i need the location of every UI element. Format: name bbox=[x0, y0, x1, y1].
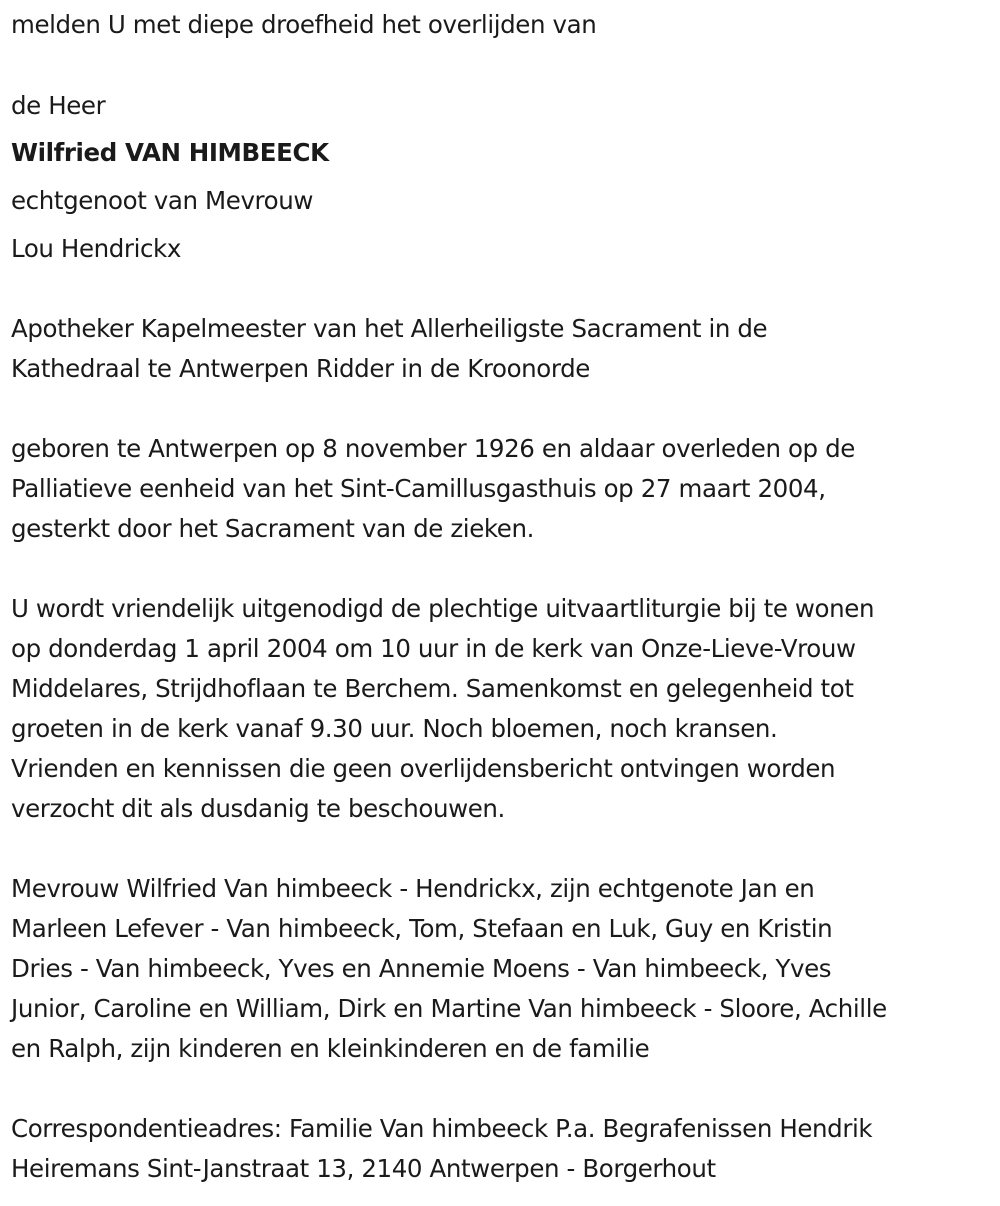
family-line: Dries - Van himbeeck, Yves en Annemie Moens - Van himbeeck, Yves bbox=[11, 954, 832, 983]
spouse-line: echtgenoot van Mevrouw bbox=[11, 186, 314, 215]
funeral-line: op donderdag 1 april 2004 om 10 uur in de kerk van Onze-Lieve-Vrouw bbox=[11, 634, 856, 663]
family-line: Junior, Caroline en William, Dirk en Martine Van himbeeck - Sloore, Achille bbox=[11, 994, 887, 1023]
family-line: Marleen Lefever - Van himbeeck, Tom, Stefaan en Luk, Guy en Kristin bbox=[11, 914, 833, 943]
funeral-line: Middelares, Strijdhoflaan te Berchem. Samenkomst en gelegenheid tot bbox=[11, 674, 854, 703]
correspondence-line: Heiremans Sint-Janstraat 13, 2140 Antwerpen - Borgerhout bbox=[11, 1154, 716, 1183]
occupation-line: Apotheker Kapelmeester van het Allerheiligste Sacrament in de bbox=[11, 314, 768, 343]
birth-death-line: gesterkt door het Sacrament van de zieken. bbox=[11, 514, 534, 543]
funeral-line: Vrienden en kennissen die geen overlijdensbericht ontvingen worden bbox=[11, 754, 836, 783]
correspondence-line: Correspondentieadres: Familie Van himbeeck P.a. Begrafenissen Hendrik bbox=[11, 1114, 873, 1143]
funeral-line: verzocht dit als dusdanig te beschouwen. bbox=[11, 794, 505, 823]
occupation-line: Kathedraal te Antwerpen Ridder in de Kroonorde bbox=[11, 354, 590, 383]
funeral-line: U wordt vriendelijk uitgenodigd de plechtige uitvaartliturgie bij te wonen bbox=[11, 594, 875, 623]
intro-text: melden U met diepe droefheid het overlijden van bbox=[11, 10, 597, 39]
family-line: Mevrouw Wilfried Van himbeeck - Hendrickx, zijn echtgenote Jan en bbox=[11, 874, 815, 903]
birth-death-line: Palliatieve eenheid van het Sint-Camillusgasthuis op 27 maart 2004, bbox=[11, 474, 826, 503]
funeral-line: groeten in de kerk vanaf 9.30 uur. Noch bloemen, noch kransen. bbox=[11, 714, 778, 743]
birth-death-line: geboren te Antwerpen op 8 november 1926 en aldaar overleden op de bbox=[11, 434, 855, 463]
title-prefix: de Heer bbox=[11, 91, 106, 120]
deceased-name: Wilfried VAN HIMBEECK bbox=[11, 138, 329, 167]
spouse-name: Lou Hendrickx bbox=[11, 234, 181, 263]
family-line: en Ralph, zijn kinderen en kleinkinderen en de familie bbox=[11, 1034, 650, 1063]
